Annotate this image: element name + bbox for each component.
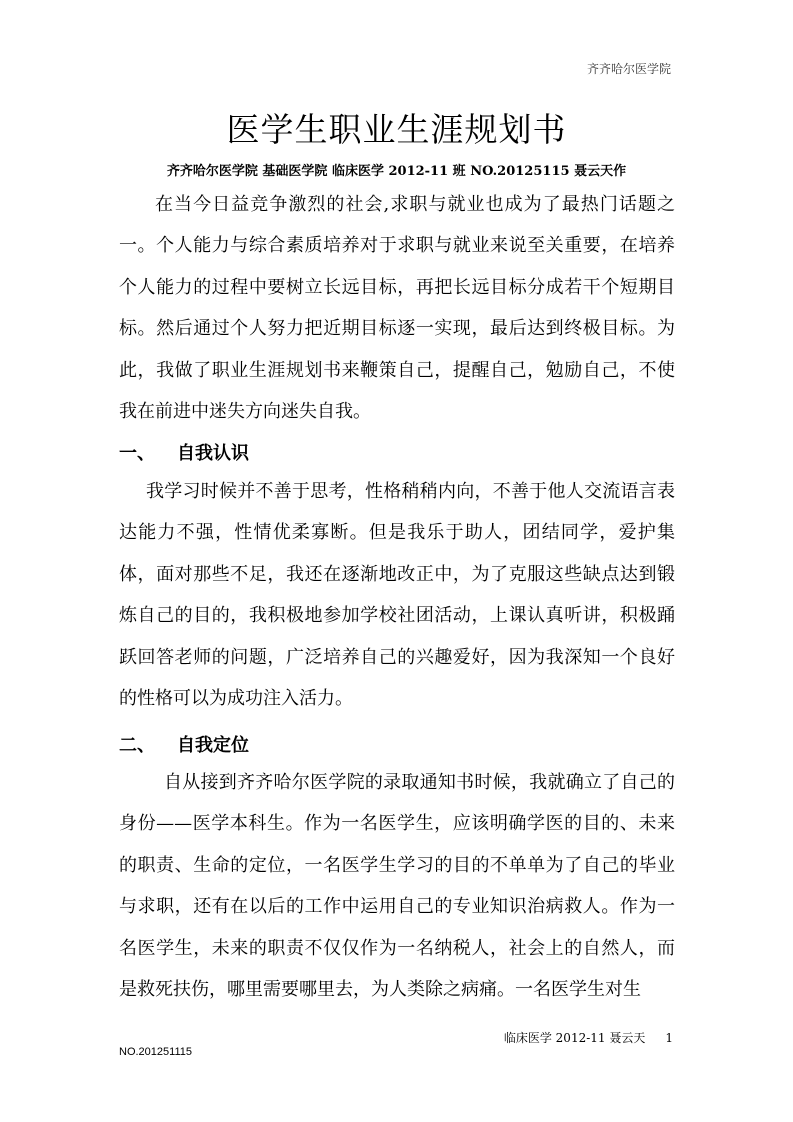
section-body-self-positioning: 自从接到齐齐哈尔医学院的录取通知书时候，我就确立了自己的身份——医学本科生。作为一名医学生，应该明确学医的目的、未来的职责、生命的定位，一名医学生学习的目的不单单为了自己的毕业与求职，还有在以后的工作中运用自己的专业知识治病救人。作为一名医学生，未来的职责不仅仅作为一名纳税人，社会上的自然人，而是救死扶伤，哪里需要哪里去，为人类除之病痛。一名医学生对生	[119, 772, 675, 1001]
section-number: 一、	[119, 443, 155, 464]
document-title: 医学生职业生涯规划书	[226, 110, 567, 149]
page-footer	[504, 1029, 673, 1046]
page-number: 1	[665, 1031, 673, 1045]
footer-id: NO.201251115	[119, 1046, 192, 1058]
section-title: 自我定位	[177, 735, 249, 756]
section-body-self-knowledge: 我学习时候并不善于思考，性格稍稍内向，不善于他人交流语言表达能力不强，性情优柔寡断。但是我乐于助人，团结同学，爱护集体，面对那些不足，我还在逐渐地改正中，为了克服这些缺点达到锻炼自己的目的，我积极地参加学校社团活动，上课认真听讲，积极踊跃回答老师的问题，广泛培养自己的兴趣爱好，因为我深知一个良好的性格可以为成功注入活力。	[119, 481, 675, 710]
section-title: 自我认识	[177, 443, 249, 464]
footer-label: 临床医学 2012-11 聂云天	[503, 1031, 646, 1045]
header-institution: 齐齐哈尔医学院	[586, 62, 671, 76]
section-heading-self-positioning	[119, 731, 249, 757]
author-line: 齐齐哈尔医学院 基础医学院 临床医学 2012-11 班 NO.20125115 聂云天作	[166, 164, 627, 179]
section-number: 二、	[119, 735, 155, 756]
intro-paragraph: 在当今日益竞争激烈的社会,求职与就业也成为了最热门话题之一。个人能力与综合素质培养对于求职与就业来说至关重要，在培养个人能力的过程中要树立长远目标，再把长远目标分成若干个短期目标。然后通过个人努力把近期目标逐一实现，最后达到终极目标。为此，我做了职业生涯规划书来鞭策自己，提醒自己，勉励自己，不使我在前进中迷失方向迷失自我。	[119, 194, 675, 423]
section-heading-self-knowledge	[119, 439, 249, 465]
